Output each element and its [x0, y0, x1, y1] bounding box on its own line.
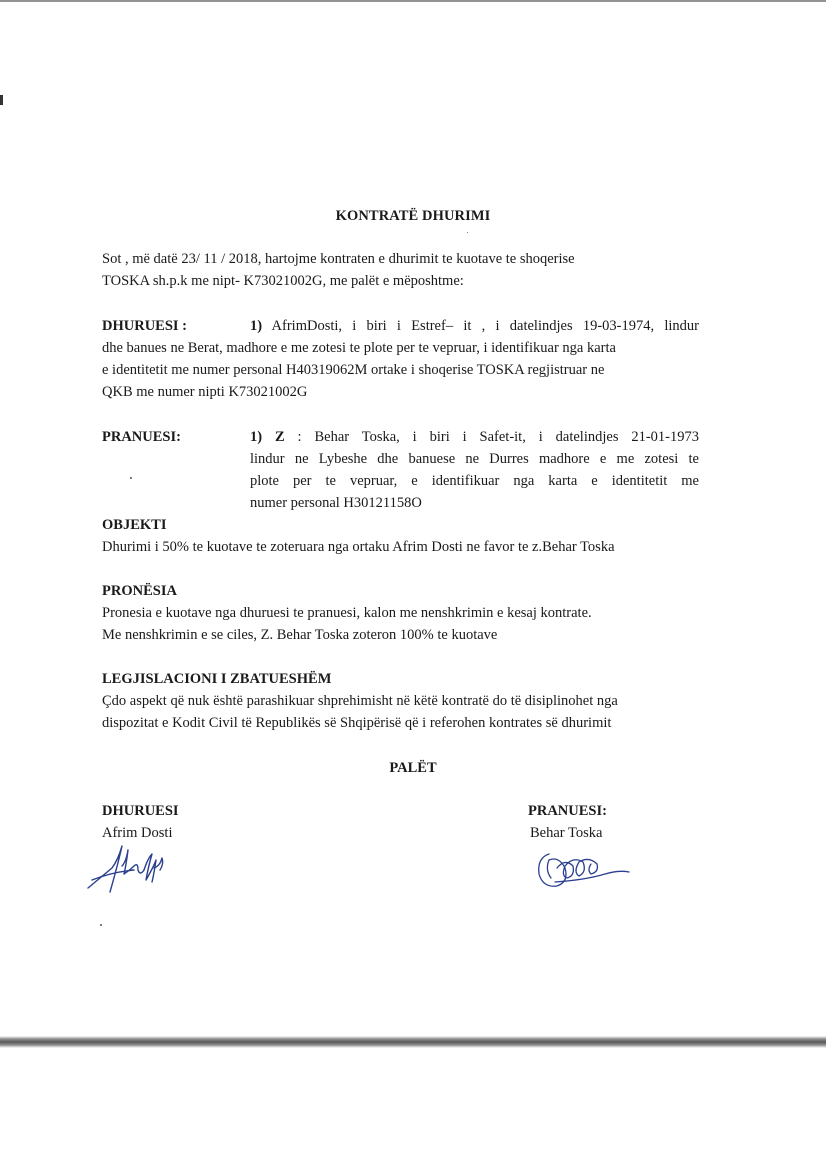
legislation-line-2: dispozitat e Kodit Civil të Republikës së Shqipërisë që i referohen kontrates së dhurimit: [102, 715, 612, 731]
scan-mark: [0, 95, 3, 105]
recipient-line-4: numer personal H30121158O: [250, 495, 422, 511]
parties-heading: PALËT: [389, 760, 437, 776]
donor-line-1: [250, 315, 699, 337]
ownership-heading: PRONËSIA: [102, 583, 177, 599]
scan-speck: [100, 924, 102, 926]
donor-signature-name: Afrim Dosti: [102, 825, 173, 841]
recipient-label-text: PRANUESI:: [102, 429, 181, 445]
donor-line-4: QKB me numer nipti K73021002G: [102, 384, 308, 400]
donor-signature-image: [82, 840, 182, 900]
recipient-number: 1) Z: [250, 429, 285, 445]
object-text: Dhurimi i 50% te kuotave te zoteruara nga ortaku Afrim Dosti ne favor te z.Behar Toska: [102, 539, 615, 555]
legislation-line-1: Çdo aspekt që nuk është parashikuar shprehimisht në këtë kontratë do të disiplinohet nga: [102, 693, 618, 709]
recipient-line-1-text: : Behar Toska, i biri i Safet-it, i datelindjes 21-01-1973: [284, 429, 700, 445]
donor-number: 1): [250, 318, 263, 334]
recipient-signature-image: [535, 848, 635, 896]
ownership-line-2: Me nenshkrimin e se ciles, Z. Behar Toska zoteron 100% te kuotave: [102, 627, 498, 643]
donor-line-3: e identitetit me numer personal H40319062M ortake i shoqerise TOSKA regjistruar ne: [102, 362, 605, 378]
ownership-line-1: Pronesia e kuotave nga dhuruesi te pranuesi, kalon me nenshkrimin e kesaj kontrate.: [102, 605, 592, 621]
legislation-heading: LEGJISLACIONI I ZBATUESHËM: [102, 671, 332, 687]
scan-top-edge: [0, 0, 826, 2]
donor-line-2: dhe banues ne Berat, madhore e me zotesi te plote per te vepruar, i identifikuar nga karta: [102, 340, 616, 356]
object-heading: OBJEKTI: [102, 517, 167, 533]
recipient-line-3: plote per te vepruar, e identifikuar nga karta e identitetit me: [250, 473, 699, 489]
donor-label-text: DHURUESI :: [102, 318, 187, 334]
recipient-signature-name: Behar Toska: [530, 825, 603, 841]
donor-line-1-text: AfrimDosti, i biri i Estref– it , i datelindjes 19-03-1974, lindur: [271, 318, 699, 334]
contract-title: KONTRATË DHURIMI: [335, 208, 491, 224]
scan-bottom-band: [0, 1036, 826, 1048]
scan-speck: [130, 477, 132, 479]
donor-signature-label: DHURUESI: [102, 803, 179, 819]
recipient-line-2: lindur ne Lybeshe dhe banuese ne Durres madhore e me zotesi te: [250, 451, 699, 467]
recipient-signature-label: PRANUESI:: [528, 803, 607, 819]
intro-line-2: TOSKA sh.p.k me nipt- K73021002G, me palët e mëposhtme:: [102, 273, 464, 289]
donor-label: [102, 315, 187, 337]
recipient-line-1: [250, 426, 699, 448]
scan-speck: [467, 232, 468, 233]
intro-line-1: Sot , më datë 23/ 11 / 2018, hartojme kontraten e dhurimit te kuotave te shoqerise: [102, 251, 575, 267]
recipient-label: [102, 426, 181, 448]
